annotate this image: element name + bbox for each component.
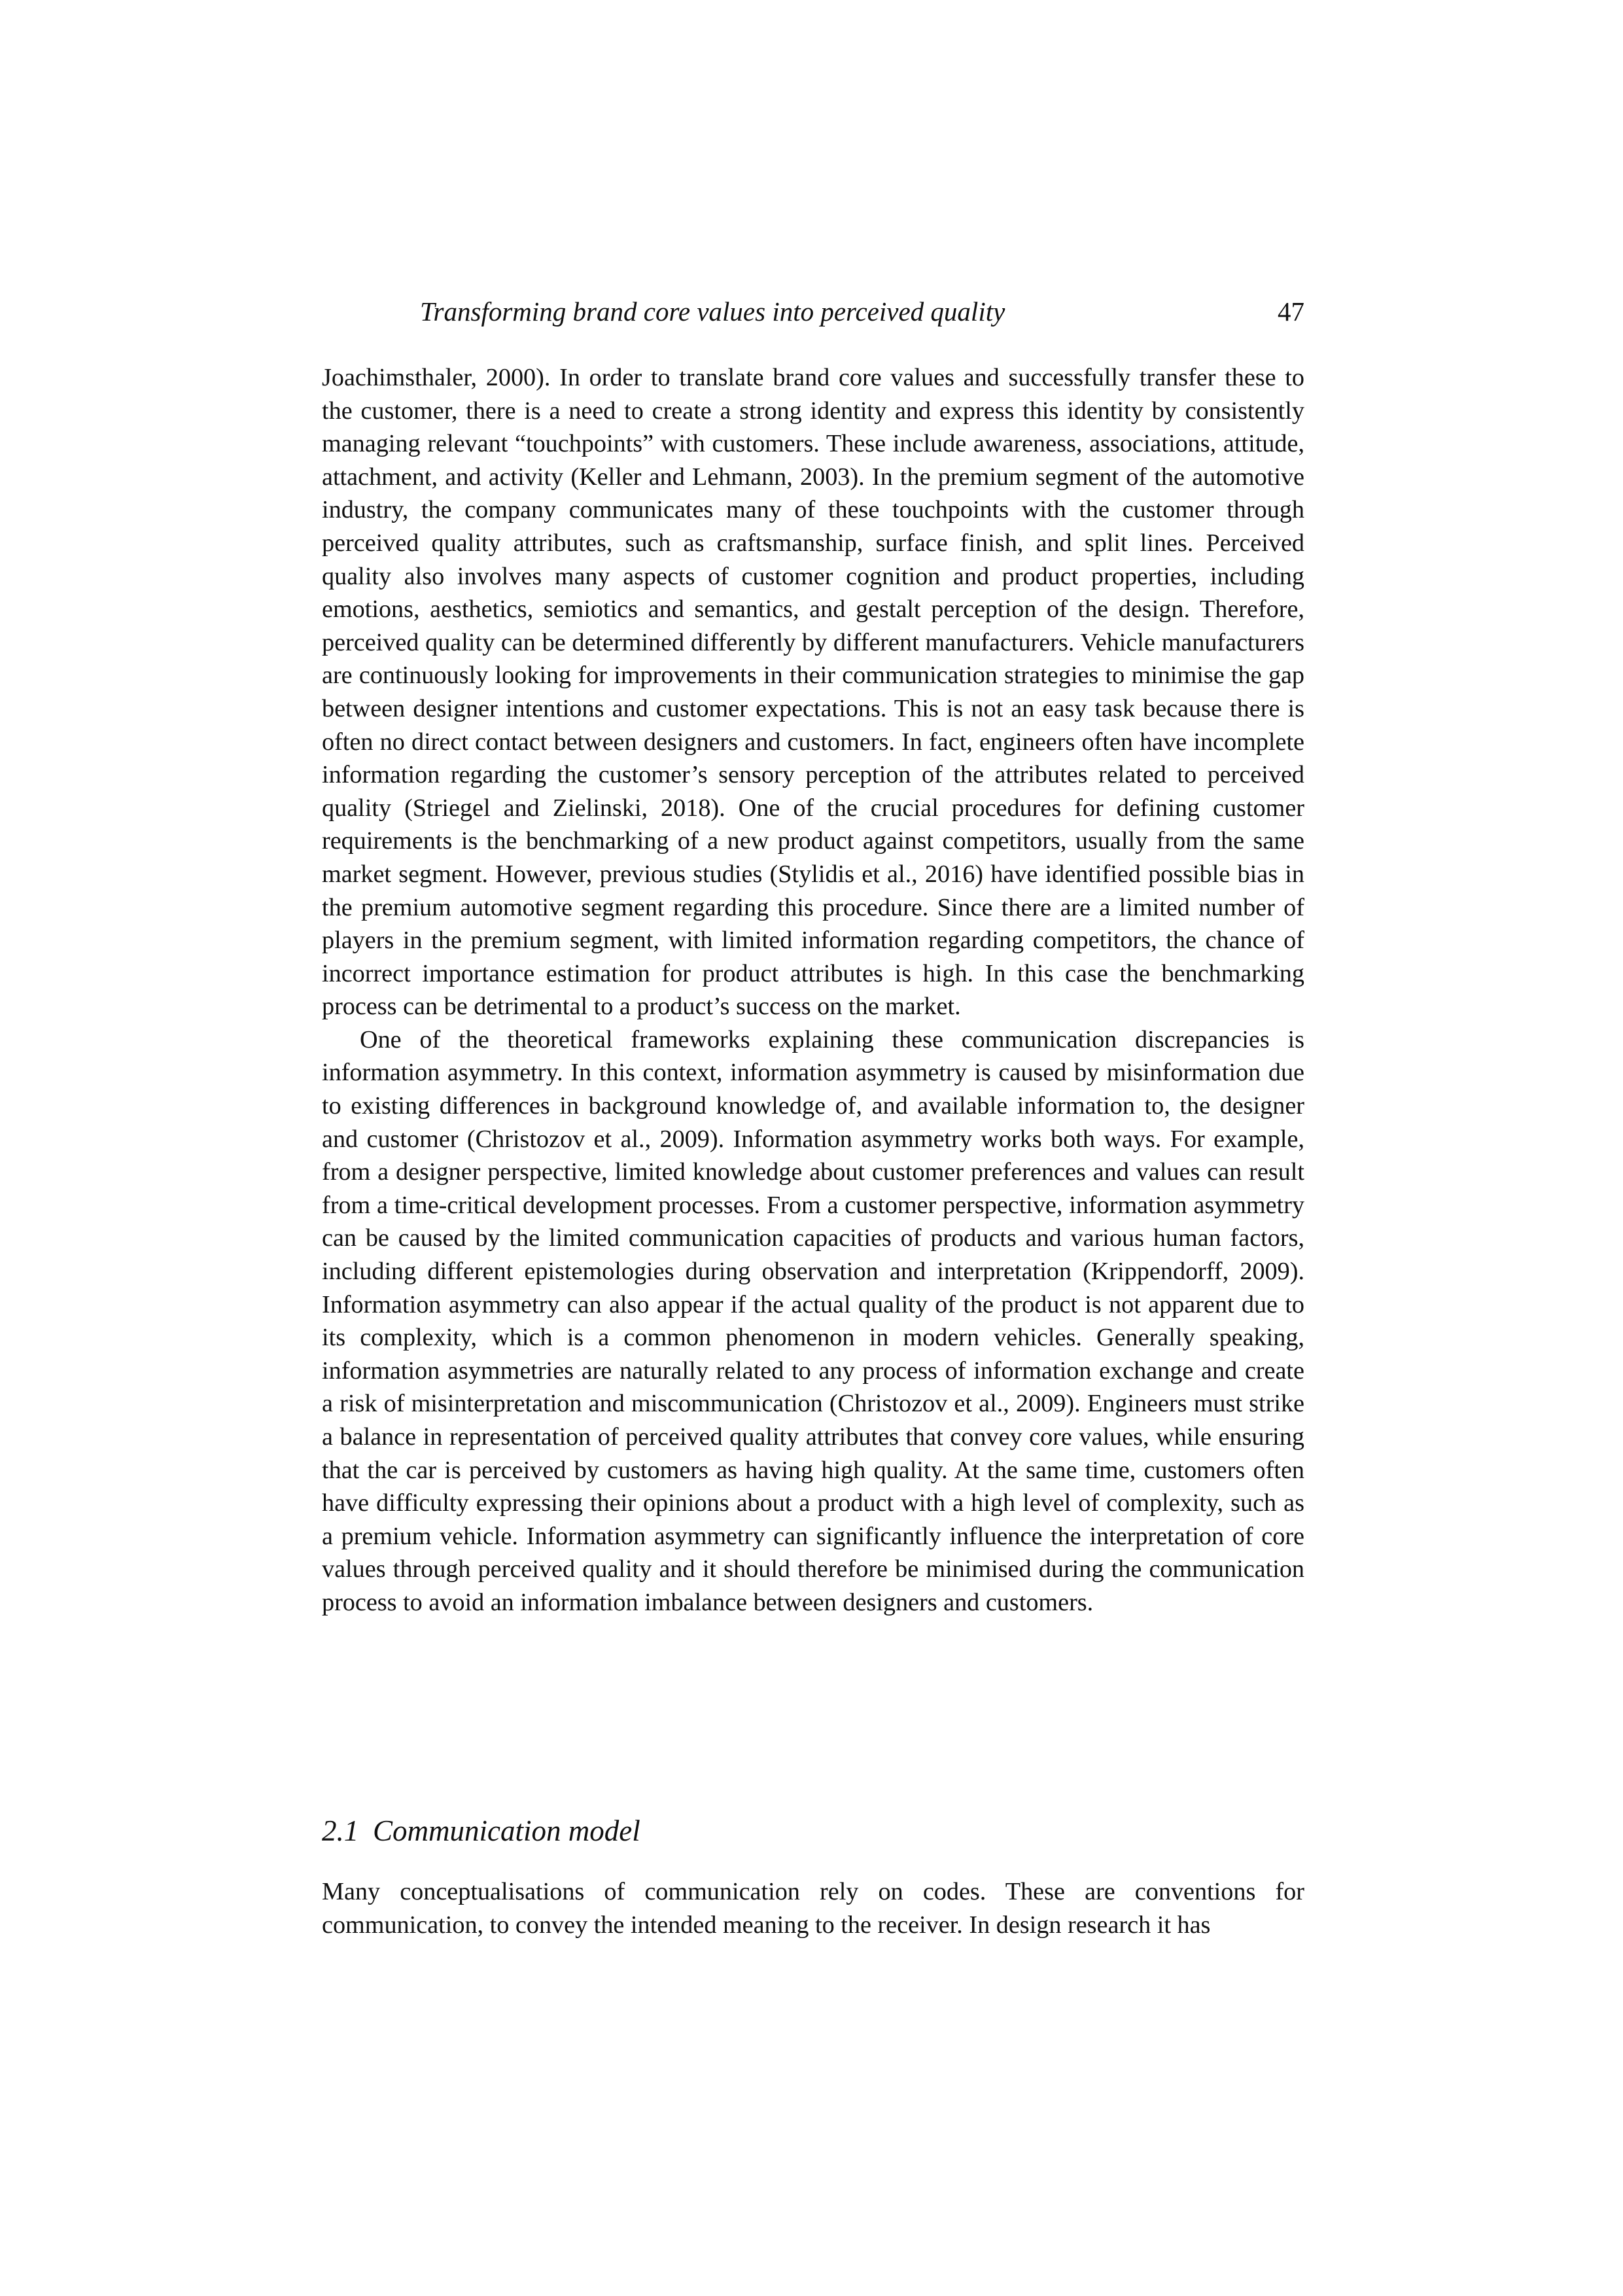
section-body-text: [322, 1875, 1304, 1941]
section-heading: [322, 1811, 1304, 1850]
body-paragraph-2: One of the theoretical frameworks explaining these communication discrepancies is information asymmetry. In this context, information asymmetry is caused by misinformation due to existing differences in background knowledge of, and available information to, the designer and customer (Christozov et al., 2009). Information asymmetry works both ways. For example, from a designer perspective, limited knowledge about customer preferences and values can result from a time-critical development processes. From a customer perspective, information asymmetry can be caused by the limited communication capacities of products and various human factors, including different epistemologies during observation and interpretation (Krippendorff, 2009). Information asymmetry can also appear if the actual quality of the product is not apparent due to its complexity, which is a common phenomenon in modern vehicles. Generally speaking, information asymmetries are naturally related to any process of information exchange and create a risk of misinterpretation and miscommunication (Christozov et al., 2009). Engineers must strike a balance in representation of perceived quality attributes that convey core values, while ensuring that the car is perceived by customers as having high quality. At the same time, customers often have difficulty expressing their opinions about a product with a high level of complexity, such as a premium vehicle. Information asymmetry can significantly influence the interpretation of core values through perceived quality and it should therefore be minimised during the communication process to avoid an information imbalance between designers and customers.: [322, 1025, 1304, 1616]
section-title: Communication model: [373, 1814, 640, 1847]
running-header: [322, 293, 1304, 330]
running-title: Transforming brand core values into perceived quality: [420, 296, 1005, 327]
page-number: 47: [1278, 296, 1304, 327]
body-paragraph-1: Joachimsthaler, 2000). In order to translate brand core values and successfully transfer these to the customer, there is a need to create a strong identity and express this identity by consistently managing relevant “touchpoints” with customers. These include awareness, associations, attitude, attachment, and activity (Keller and Lehmann, 2003). In the premium segment of the automotive industry, the company communicates many of these touchpoints with the customer through perceived quality attributes, such as craftsmanship, surface finish, and split lines. Perceived quality also involves many aspects of customer cognition and product properties, including emotions, aesthetics, semiotics and semantics, and gestalt perception of the design. Therefore, perceived quality can be determined differently by different manufacturers. Vehicle manufacturers are continuously looking for improvements in their communication strategies to minimise the gap between designer intentions and customer expectations. This is not an easy task because there is often no direct contact between designers and customers. In fact, engineers often have incomplete information regarding the customer’s sensory perception of the attributes related to perceived quality (Striegel and Zielinski, 2018). One of the crucial procedures for defining customer requirements is the benchmarking of a new product against competitors, usually from the same market segment. However, previous studies (Stylidis et al., 2016) have identified possible bias in the premium automotive segment regarding this procedure. Since there are a limited number of players in the premium segment, with limited information regarding competitors, the chance of incorrect importance estimation for product attributes is high. In this case the benchmarking process can be detrimental to a product’s success on the market.: [322, 364, 1304, 1021]
section-number: 2.1: [322, 1814, 359, 1847]
main-body-text: [322, 361, 1304, 1619]
section-paragraph-1: Many conceptualisations of communication rely on codes. These are conventions for communication, to convey the intended meaning to the receiver. In design research it has: [322, 1878, 1304, 1939]
